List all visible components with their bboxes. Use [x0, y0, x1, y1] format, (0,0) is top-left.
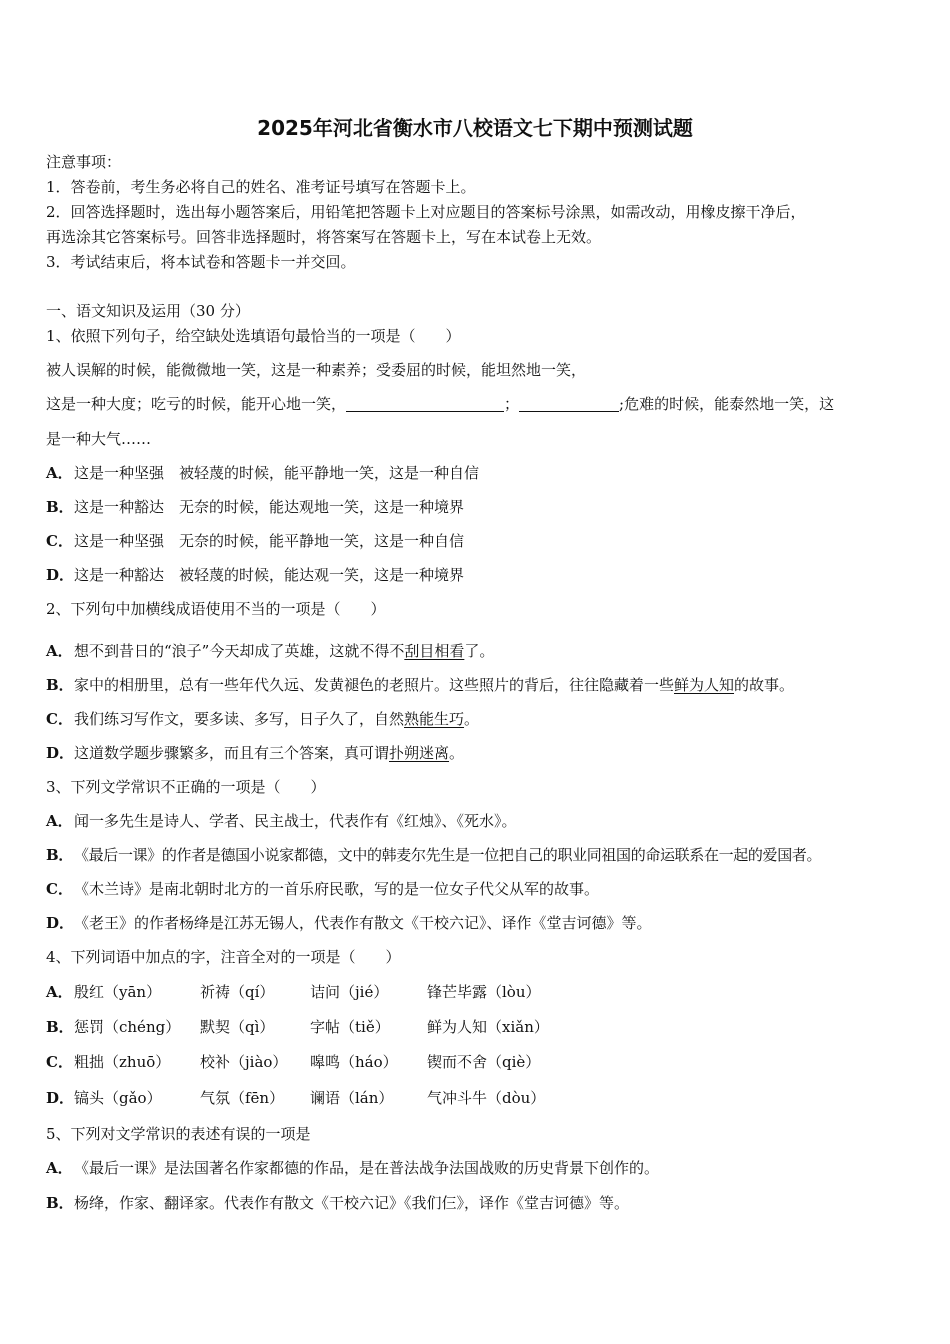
q1-blank-2[interactable] — [519, 395, 619, 412]
notice-item-1: 1．答卷前，考生务必将自己的姓名、准考证号填写在答题卡上。 — [46, 178, 476, 196]
word-4: 鲜为人知（xiǎn） — [427, 1018, 549, 1036]
word-4: 锋芒毕露（lòu） — [427, 983, 541, 1001]
word-3: 字帖（tiě） — [310, 1018, 390, 1036]
option-text: 我们练习写作文，要多读、多写，日子久了，自然 — [74, 710, 405, 728]
option-text: 这是一种豁达 无奈的时候，能达观地一笑，这是一种境界 — [74, 498, 465, 516]
q5-stem: 5、下列对文学常识的表述有误的一项是 — [46, 1125, 311, 1143]
option-label: D． — [46, 744, 75, 762]
option-text: 这道数学题步骤繁多，而且有三个答案，真可谓 — [74, 744, 390, 762]
option-label: B． — [46, 676, 74, 694]
word-3: 嗥鸣（háo） — [310, 1053, 398, 1071]
q1-passage-line-1: 被人误解的时候，能微微地一笑，这是一种素养；受委屈的时候，能坦然地一笑， — [46, 361, 587, 379]
option-label: A． — [46, 642, 73, 660]
notice-item-2b: 再选涂其它答案标号。回答非选择题时，将答案写在答题卡上，写在本试卷上无效。 — [46, 228, 602, 246]
word-4: 锲而不舍（qiè） — [427, 1053, 541, 1071]
q1-passage-line-3: 是一种大气…… — [46, 430, 152, 448]
option-text: 《老王》的作者杨绛是江苏无锡人，代表作有散文《干校六记》、译作《堂吉诃德》等。 — [74, 914, 652, 932]
option-label: C． — [46, 1053, 73, 1071]
option-text: 闻一多先生是诗人、学者、民主战士，代表作有《红烛》、《死水》。 — [74, 812, 517, 830]
option-text: 家中的相册里，总有一些年代久远、发黄褪色的老照片。这些照片的背后，往往隐藏着一些 — [74, 676, 675, 694]
option-label: A． — [46, 1159, 73, 1177]
word-1: 殷红（yān） — [74, 983, 162, 1001]
q2-option-b[interactable] — [46, 675, 794, 695]
option-label: C． — [46, 710, 73, 728]
q1-blank-1[interactable] — [346, 395, 504, 412]
option-label: C． — [46, 880, 73, 898]
option-text-end: 的故事。 — [734, 676, 795, 694]
q1-option-a[interactable] — [46, 463, 479, 483]
q1-passage-line-2 — [46, 394, 834, 414]
option-label: A． — [46, 812, 73, 830]
q1-passage-part-a: 这是一种大度；吃亏的时候，能开心地一笑， — [46, 395, 347, 413]
section-heading: 一、语文知识及运用（30 分） — [46, 302, 250, 320]
option-text-end: 。 — [464, 710, 480, 728]
option-label: A． — [46, 464, 73, 482]
q3-option-b[interactable] — [46, 845, 821, 865]
underlined-idiom: 扑朔迷离 — [389, 744, 450, 762]
word-3: 诘问（jié） — [310, 983, 389, 1001]
word-3: 谰语（lán） — [310, 1089, 394, 1107]
option-label: B． — [46, 498, 74, 516]
word-2: 祈祷（qí） — [200, 983, 275, 1001]
q3-option-d[interactable] — [46, 913, 652, 933]
option-text: 这是一种豁达 被轻蔑的时候，能达观一笑，这是一种境界 — [74, 566, 465, 584]
option-text: 这是一种坚强 无奈的时候，能平静地一笑，这是一种自信 — [74, 532, 465, 550]
option-label: C． — [46, 532, 73, 550]
page-title: 2025年河北省衡水市八校语文七下期中预测试题 — [257, 116, 693, 140]
option-text: 想不到昔日的“浪子”今天却成了英雄，这就不得不 — [74, 642, 405, 660]
word-4: 气冲斗牛（dòu） — [427, 1089, 546, 1107]
q4-option-b[interactable] — [46, 1017, 549, 1037]
option-text: 这是一种坚强 被轻蔑的时候，能平静地一笑，这是一种自信 — [74, 464, 480, 482]
notice-heading: 注意事项： — [46, 153, 122, 171]
notice-item-3: 3．考试结束后，将本试卷和答题卡一并交回。 — [46, 253, 356, 271]
underlined-idiom: 熟能生巧 — [404, 710, 465, 728]
q2-option-c[interactable] — [46, 709, 479, 729]
option-label: B． — [46, 1018, 74, 1036]
q3-option-a[interactable] — [46, 811, 517, 831]
q1-passage-part-b: ;危难的时候，能泰然地一笑，这 — [619, 395, 835, 413]
q2-option-a[interactable] — [46, 641, 494, 661]
q2-stem: 2、下列句中加横线成语使用不当的一项是（ ） — [46, 600, 386, 618]
q1-stem: 1、依照下列句子，给空缺处选填语句最恰当的一项是（ ） — [46, 327, 461, 345]
q1-option-d[interactable] — [46, 565, 464, 585]
q5-option-a[interactable] — [46, 1158, 659, 1178]
q4-option-a[interactable] — [46, 982, 541, 1002]
option-text: 杨绛，作家、翻译家。代表作有散文《干校六记》《我们仨》，译作《堂吉诃德》等。 — [74, 1194, 630, 1212]
option-label: B． — [46, 1194, 74, 1212]
option-text: 《最后一课》的作者是德国小说家都德，文中的韩麦尔先生是一位把自己的职业同祖国的命运联系在一起的爱国者。 — [74, 846, 822, 864]
underlined-idiom: 刮目相看 — [404, 642, 465, 660]
option-label: B． — [46, 846, 73, 864]
q1-option-c[interactable] — [46, 531, 464, 551]
word-2: 气氛（fēn） — [200, 1089, 285, 1107]
notice-item-2a: 2．回答选择题时，选出每小题答案后，用铅笔把答题卡上对应题目的答案标号涂黑，如需改动，用橡皮擦干净后， — [46, 203, 806, 221]
q3-option-c[interactable] — [46, 879, 599, 899]
option-label: D． — [46, 914, 75, 932]
q4-option-d[interactable] — [46, 1088, 545, 1108]
q1-separator: ； — [504, 395, 520, 413]
word-1: 惩罚（chéng） — [74, 1018, 181, 1036]
option-text-end: 。 — [449, 744, 465, 762]
option-label: D． — [46, 566, 75, 584]
q1-option-b[interactable] — [46, 497, 464, 517]
q4-stem: 4、下列词语中加点的字，注音全对的一项是（ ） — [46, 948, 401, 966]
word-2: 校补（jiào） — [200, 1053, 288, 1071]
underlined-idiom: 鲜为人知 — [674, 676, 735, 694]
option-text: 《木兰诗》是南北朝时北方的一首乐府民歌，写的是一位女子代父从军的故事。 — [74, 880, 600, 898]
word-1: 粗拙（zhuō） — [74, 1053, 171, 1071]
q2-option-d[interactable] — [46, 743, 464, 763]
word-1: 镐头（gǎo） — [74, 1089, 162, 1107]
q4-option-c[interactable] — [46, 1052, 540, 1072]
option-text-end: 了。 — [464, 642, 495, 660]
option-label: A． — [46, 983, 73, 1001]
option-text: 《最后一课》是法国著名作家都德的作品，是在普法战争法国战败的历史背景下创作的。 — [74, 1159, 660, 1177]
q3-stem: 3、下列文学常识不正确的一项是（ ） — [46, 778, 326, 796]
word-2: 默契（qì） — [200, 1018, 275, 1036]
q5-option-b[interactable] — [46, 1193, 629, 1213]
option-label: D． — [46, 1089, 75, 1107]
